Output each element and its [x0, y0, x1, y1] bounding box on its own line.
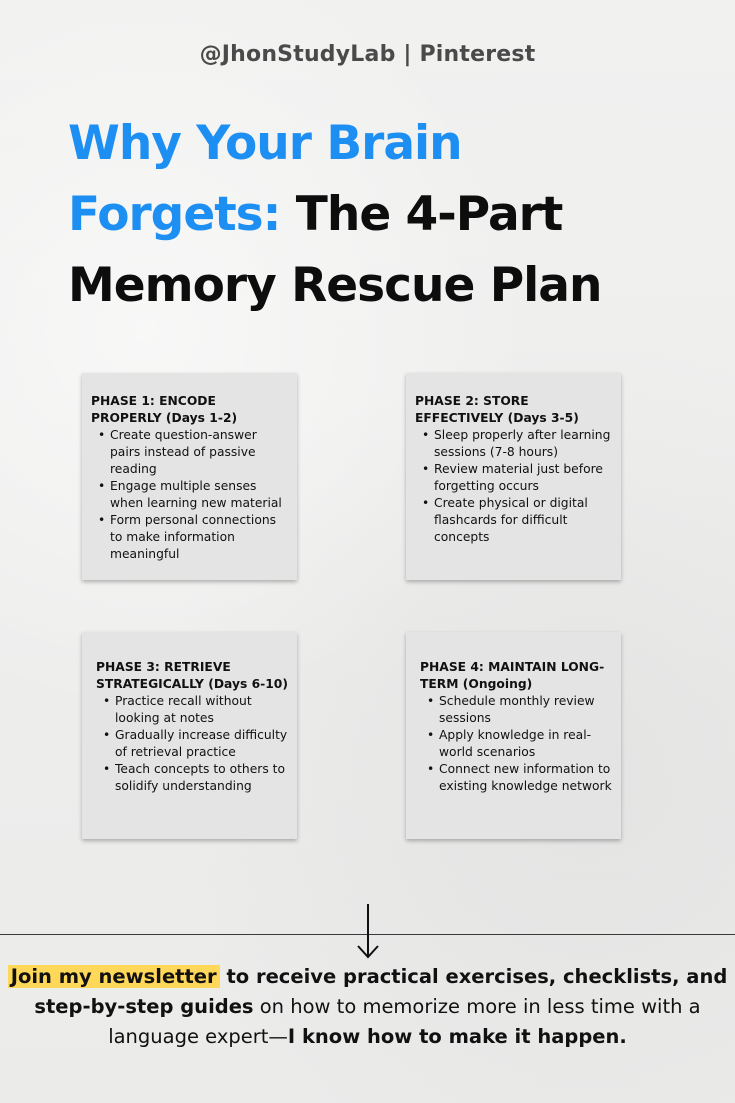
- list-item: • Engage multiple senses when learning new material: [91, 478, 289, 512]
- phase-list: [96, 693, 289, 795]
- title-line-2-rest: The 4-Part: [280, 187, 563, 242]
- list-item: • Schedule monthly review sessions: [420, 693, 613, 727]
- cta-bold-text: to receive practical exercises, checklists, and step-by-step guides: [34, 965, 728, 1018]
- title-line-3: Memory Rescue Plan: [68, 258, 602, 313]
- phase-heading: PHASE 2: STORE EFFECTIVELY (Days 3-5): [415, 394, 579, 425]
- phase-card-3: [82, 632, 297, 839]
- title-line-1: Why Your Brain: [68, 116, 462, 171]
- list-item: • Gradually increase difficulty of retrieval practice: [96, 727, 289, 761]
- list-item: • Practice recall without looking at notes: [96, 693, 289, 727]
- list-item: • Connect new information to existing knowledge network: [420, 761, 613, 795]
- phase-list: [420, 693, 613, 795]
- phase-heading: PHASE 4: MAINTAIN LONG-TERM (Ongoing): [420, 660, 605, 691]
- phase-card-1: [82, 373, 297, 580]
- cta-closing-text: I know how to make it happen.: [287, 1025, 627, 1048]
- arrow-down-icon: [354, 902, 382, 960]
- source-handle: @JhonStudyLab | Pinterest: [199, 42, 536, 67]
- list-item: • Form personal connections to make information meaningful: [91, 512, 289, 563]
- newsletter-cta: [0, 962, 735, 1052]
- title-line-2-accent: Forgets:: [68, 187, 281, 242]
- list-item: • Teach concepts to others to solidify understanding: [96, 761, 289, 795]
- list-item: • Create physical or digital flashcards for difficult concepts: [415, 495, 613, 546]
- list-item: • Review material just before forgetting occurs: [415, 461, 613, 495]
- phase-card-2: [406, 373, 621, 580]
- phase-heading: PHASE 3: RETRIEVE STRATEGICALLY (Days 6-10): [96, 660, 288, 691]
- list-item: • Sleep properly after learning sessions (7-8 hours): [415, 427, 613, 461]
- phase-list: [91, 427, 289, 563]
- phase-heading: PHASE 1: ENCODE PROPERLY (Days 1-2): [91, 394, 238, 425]
- list-item: • Create question-answer pairs instead of passive reading: [91, 427, 289, 478]
- page-title: [68, 108, 708, 321]
- phase-card-4: [406, 632, 621, 839]
- newsletter-link[interactable]: Join my newsletter: [8, 965, 220, 988]
- phase-list: [415, 427, 613, 546]
- list-item: • Apply knowledge in real-world scenarios: [420, 727, 613, 761]
- cta-normal-text: on how to memorize more in less time with a language expert—: [108, 995, 701, 1048]
